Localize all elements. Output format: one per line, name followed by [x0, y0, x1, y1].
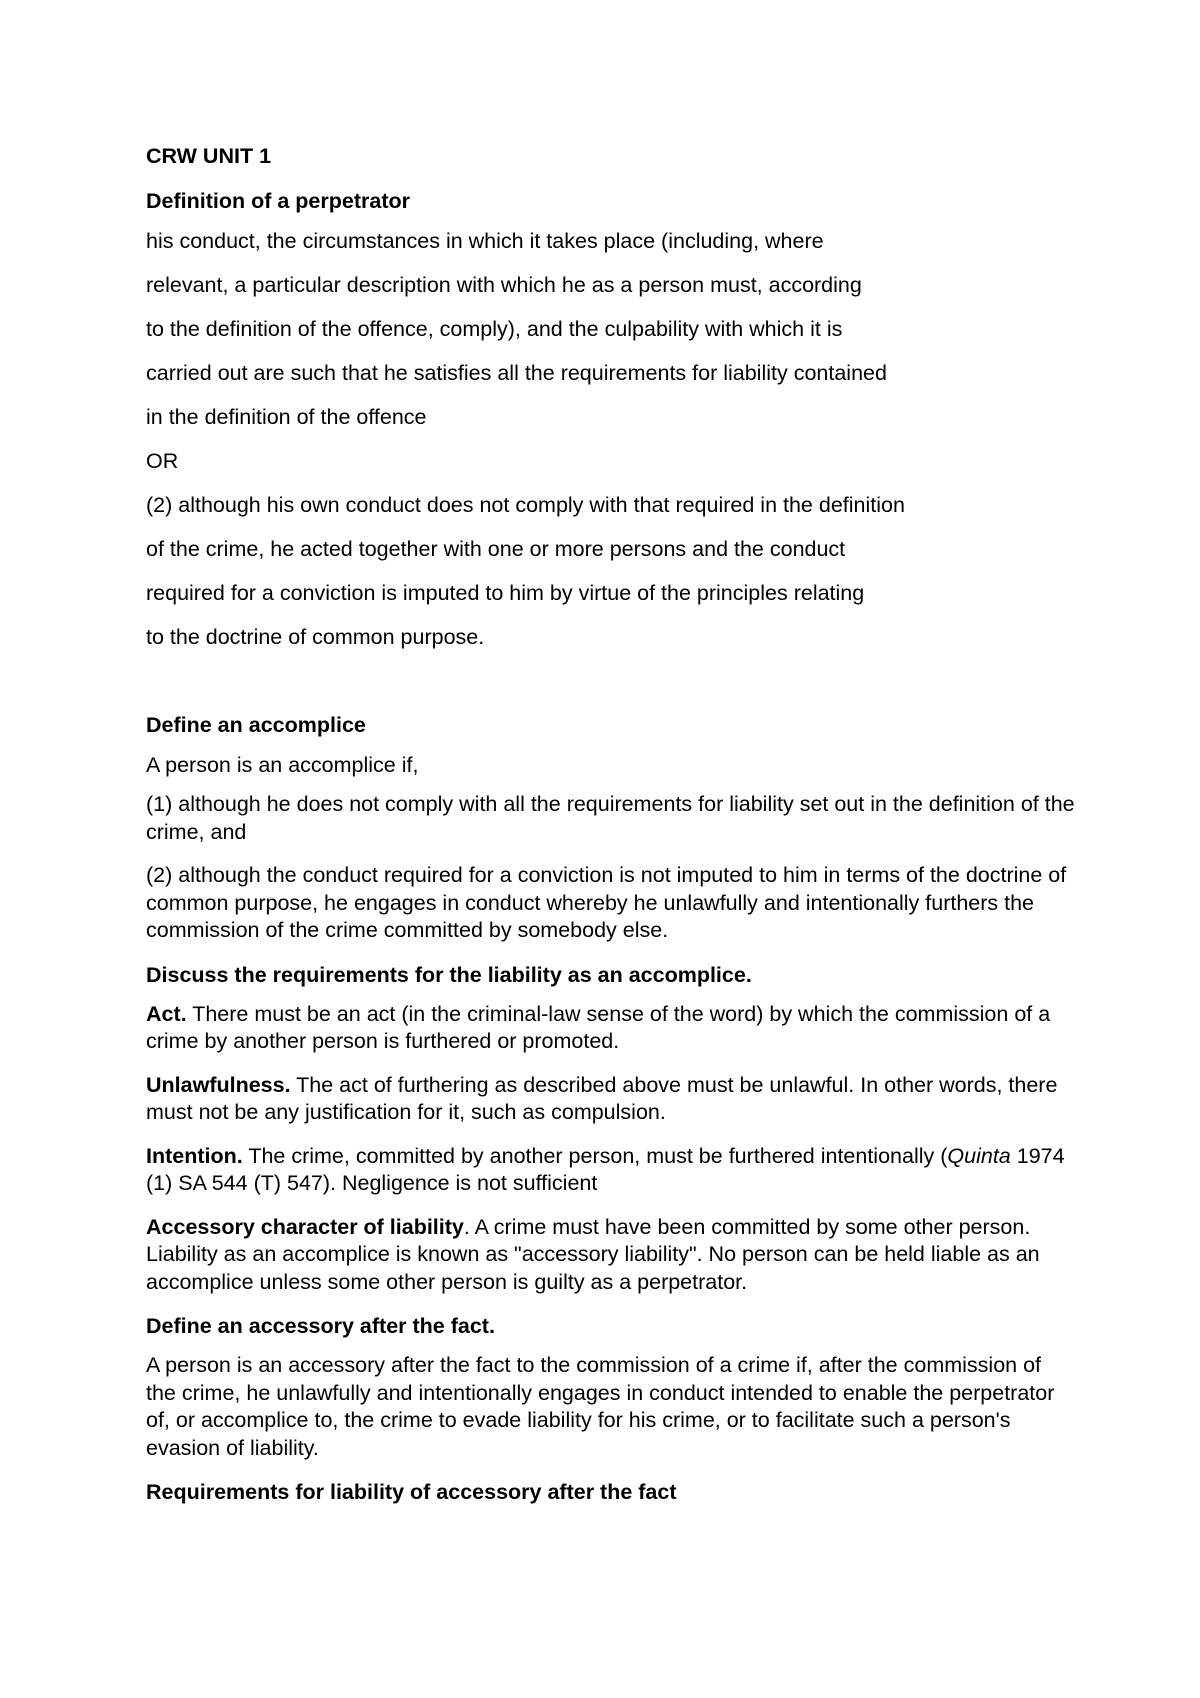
document-title: CRW UNIT 1 — [146, 144, 272, 168]
requirement-label: Intention. — [146, 1143, 243, 1168]
section-heading-perpetrator: Definition of a perpetrator — [146, 189, 410, 213]
section-heading-accomplice: Define an accomplice — [146, 713, 366, 737]
section-heading-accessory-requirements: Requirements for liability of accessory after the fact — [146, 1480, 677, 1504]
case-citation: 1974 (1) SA 544 (T) 547). Negligence is not sufficient — [146, 1143, 1065, 1195]
perpetrator-line: in the definition of the offence — [146, 405, 427, 429]
requirement-unlawfulness — [146, 1072, 1076, 1127]
accomplice-point-2: (2) although the conduct required for a conviction is not imputed to him in terms of the doctrine of common purpose, he engages in conduct whereby he unlawfully and intentionally furthers the commission of the crime committed by somebody else. — [146, 863, 1067, 942]
requirement-label: Accessory character of liability — [146, 1214, 464, 1239]
accomplice-intro: A person is an accomplice if, — [146, 753, 419, 777]
requirement-label: Act. — [146, 1001, 187, 1026]
requirement-act — [146, 1001, 1076, 1056]
perpetrator-line: his conduct, the circumstances in which it takes place (including, where — [146, 229, 824, 253]
section-spacer — [146, 651, 1076, 711]
accomplice-point-1: (1) although he does not comply with all the requirements for liability set out in the definition of the crime, and — [146, 792, 1075, 844]
requirement-text: . A crime must have been committed by some other person. Liability as an accomplice is known as "accessory liability". No person can be held liable as an accomplice unless some other person is guilty as a perpetrator. — [146, 1214, 1040, 1294]
section-heading-accessory-after-fact: Define an accessory after the fact. — [146, 1314, 495, 1338]
perpetrator-line: relevant, a particular description with which he as a person must, according — [146, 273, 862, 297]
perpetrator-line: carried out are such that he satisfies all the requirements for liability contained — [146, 361, 887, 385]
requirement-text: The crime, committed by another person, must be furthered intentionally ( — [242, 1143, 948, 1168]
perpetrator-line: of the crime, he acted together with one or more persons and the conduct — [146, 537, 846, 561]
requirement-accessory-character — [146, 1214, 1076, 1297]
accessory-after-fact-definition: A person is an accessory after the fact to the commission of a crime if, after the commission of the crime, he unlawfully and intentionally engages in conduct intended to enable the perpetrator of, or accomplice to, the crime to evade liability for his crime, or to facilitate such a person's evasion of liability. — [146, 1353, 1055, 1460]
perpetrator-line: OR — [146, 449, 179, 473]
requirement-text: The act of furthering as described above must be unlawful. In other words, there must not be any justification for it, such as compulsion. — [146, 1072, 1058, 1124]
requirement-text: There must be an act (in the criminal-law sense of the word) by which the commission of a crime by another person is furthered or promoted. — [146, 1001, 1051, 1053]
document-body — [146, 142, 1076, 1518]
perpetrator-line: required for a conviction is imputed to him by virtue of the principles relating — [146, 581, 865, 605]
perpetrator-line: to the definition of the offence, comply), and the culpability with which it is — [146, 317, 843, 341]
requirement-label: Unlawfulness. — [146, 1072, 291, 1097]
case-name: Quinta — [947, 1143, 1011, 1168]
requirement-intention — [146, 1143, 1076, 1198]
perpetrator-line: to the doctrine of common purpose. — [146, 625, 485, 649]
section-heading-accomplice-requirements: Discuss the requirements for the liability as an accomplice. — [146, 962, 752, 987]
perpetrator-line: (2) although his own conduct does not comply with that required in the definition — [146, 493, 905, 517]
